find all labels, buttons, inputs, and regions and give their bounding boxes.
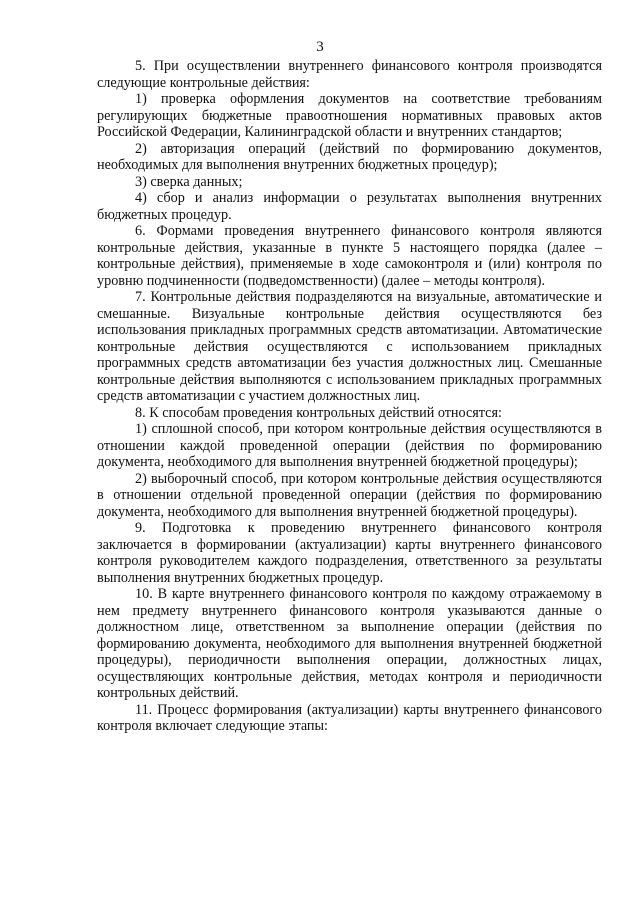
list-item-8-2: 2) выборочный способ, при котором контрольные действия осуществляются в отношении отдельной проведенной операции (действия по формированию документа, необходимого для выполнения внутренней бюджетной процедуры). [97,470,602,520]
paragraph-10: 10. В карте внутреннего финансового контроля по каждому отражаемому в нем предмету внутреннего финансового контроля указываются данные о должностном лице, ответственном за выполнение операции (действия по формированию документа, необходимого для выполнения внутренней бюджетной процедуры), периодичности выполнения операции, должностных лицах, осуществляющих контрольные действия, методах контроля и периодичности контрольных действий. [97,586,602,701]
list-item-5-4: 4) сбор и анализ информации о результатах выполнения внутренних бюджетных процедур. [97,190,602,223]
list-item-5-1: 1) проверка оформления документов на соответствие требованиям регулирующих бюджетные правоотношения нормативных правовых актов Российской Федерации, Калининградской области и внутренних стандартов; [97,91,602,140]
paragraph-9: 9. Подготовка к проведению внутреннего финансового контроля заключается в формировании (актуализации) карты внутреннего финансового контроля руководителем каждого подразделения, ответственного за результаты выполнения внутренних бюджетных процедур. [97,520,602,586]
page-number: 3 [316,39,324,55]
document-body [97,58,602,735]
paragraph-7: 7. Контрольные действия подразделяются на визуальные, автоматические и смешанные. Визуальные контрольные действия осуществляются без использования прикладных программных средств автоматизации. Автоматические контрольные действия осуществляются с использованием прикладных программных средств автоматизации без участия должностных лиц. Смешанные контрольные действия выполняются с использованием прикладных программных средств автоматизации с участием должностных лиц. [97,289,602,404]
list-item-5-3: 3) сверка данных; [135,173,243,190]
list-item-5-2: 2) авторизация операций (действий по формированию документов, необходимых для выполнения внутренних бюджетных процедур); [97,140,602,173]
paragraph-5-intro: 5. При осуществлении внутреннего финансового контроля производятся следующие контрольные действия: [97,58,602,91]
paragraph-6: 6. Формами проведения внутреннего финансового контроля являются контрольные действия, указанные в пункте 5 настоящего порядка (далее – контрольные действия), применяемые в ходе самоконтроля и (или) контроля по уровню подчиненности (подведомственности) (далее – методы контроля). [97,223,602,289]
list-item-8-1: 1) сплошной способ, при котором контрольные действия осуществляются в отношении каждой проведенной операции (действия по формированию документа, необходимого для выполнения внутренней бюджетной процедуры); [97,421,602,470]
paragraph-11: 11. Процесс формирования (актуализации) карты внутреннего финансового контроля включает следующие этапы: [97,701,602,734]
paragraph-8-intro: 8. К способам проведения контрольных действий относятся: [135,404,502,421]
